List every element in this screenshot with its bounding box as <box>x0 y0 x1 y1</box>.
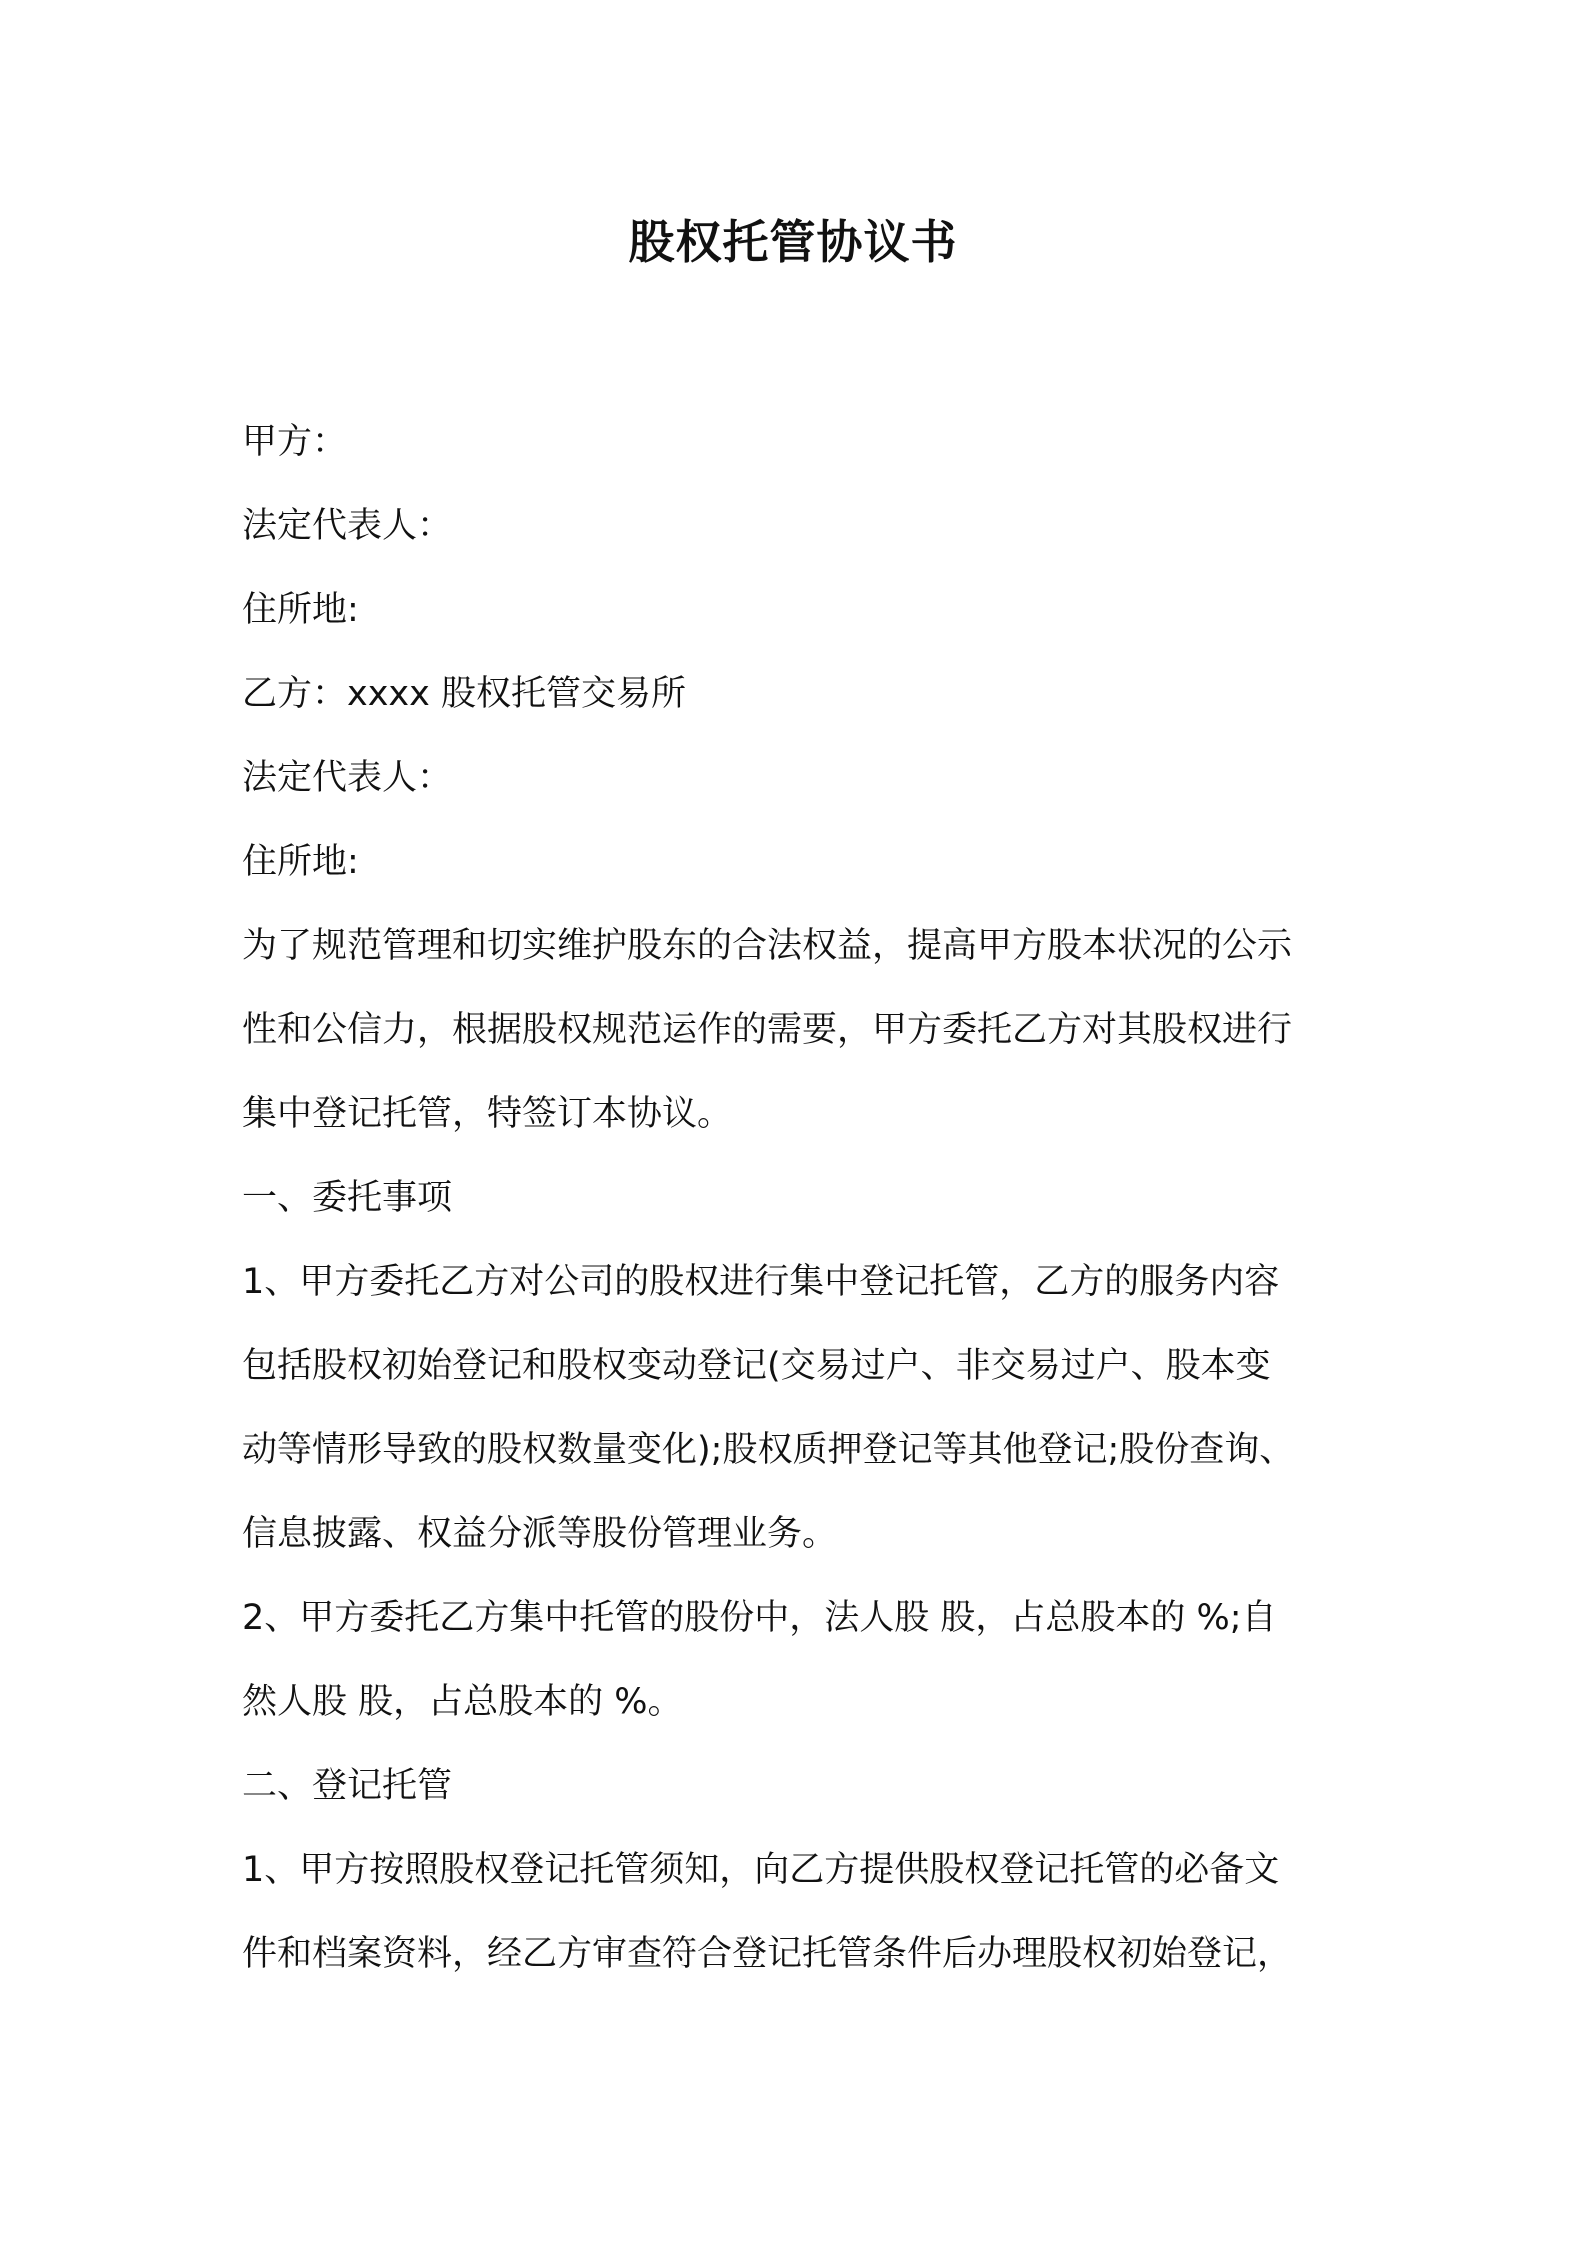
party-b-legal-rep-line: 法定代表人： <box>242 758 453 798</box>
document-body <box>242 400 1350 1996</box>
preamble-line: 性和公信力，根据股权规范运作的需要，甲方委托乙方对其股权进行 <box>242 1010 1293 1050</box>
party-a-line: 甲方： <box>242 422 348 462</box>
clause-line: 1、甲方委托乙方对公司的股权进行集中登记托管，乙方的服务内容 <box>242 1262 1280 1302</box>
clause-line: 然人股 股，占总股本的 %。 <box>242 1682 683 1722</box>
clause-line: 动等情形导致的股权数量变化);股权质押登记等其他登记;股份查询、 <box>242 1430 1295 1470</box>
clause-line: 件和档案资料，经乙方审查符合登记托管条件后办理股权初始登记， <box>242 1934 1293 1974</box>
party-b-address-line: 住所地: <box>242 842 359 882</box>
document-title: 股权托管协议书 <box>628 215 958 269</box>
clause-line: 2、甲方委托乙方集中托管的股份中，法人股 股，占总股本的 %;自 <box>242 1598 1277 1638</box>
party-a-address-line: 住所地: <box>242 590 359 630</box>
clause-line: 信息披露、权益分派等股份管理业务。 <box>242 1514 838 1554</box>
clause-line: 包括股权初始登记和股权变动登记(交易过户、非交易过户、股本变 <box>242 1346 1271 1386</box>
party-b-line: 乙方：xxxx 股权托管交易所 <box>242 674 686 714</box>
preamble-line: 集中登记托管，特签订本协议。 <box>242 1094 733 1134</box>
clause-line: 1、甲方按照股权登记托管须知，向乙方提供股权登记托管的必备文 <box>242 1850 1280 1890</box>
section-heading: 一、委托事项 <box>242 1178 453 1218</box>
preamble-line: 为了规范管理和切实维护股东的合法权益，提高甲方股本状况的公示 <box>242 926 1293 966</box>
section-heading: 二、登记托管 <box>242 1766 453 1806</box>
party-a-legal-rep-line: 法定代表人： <box>242 506 453 546</box>
